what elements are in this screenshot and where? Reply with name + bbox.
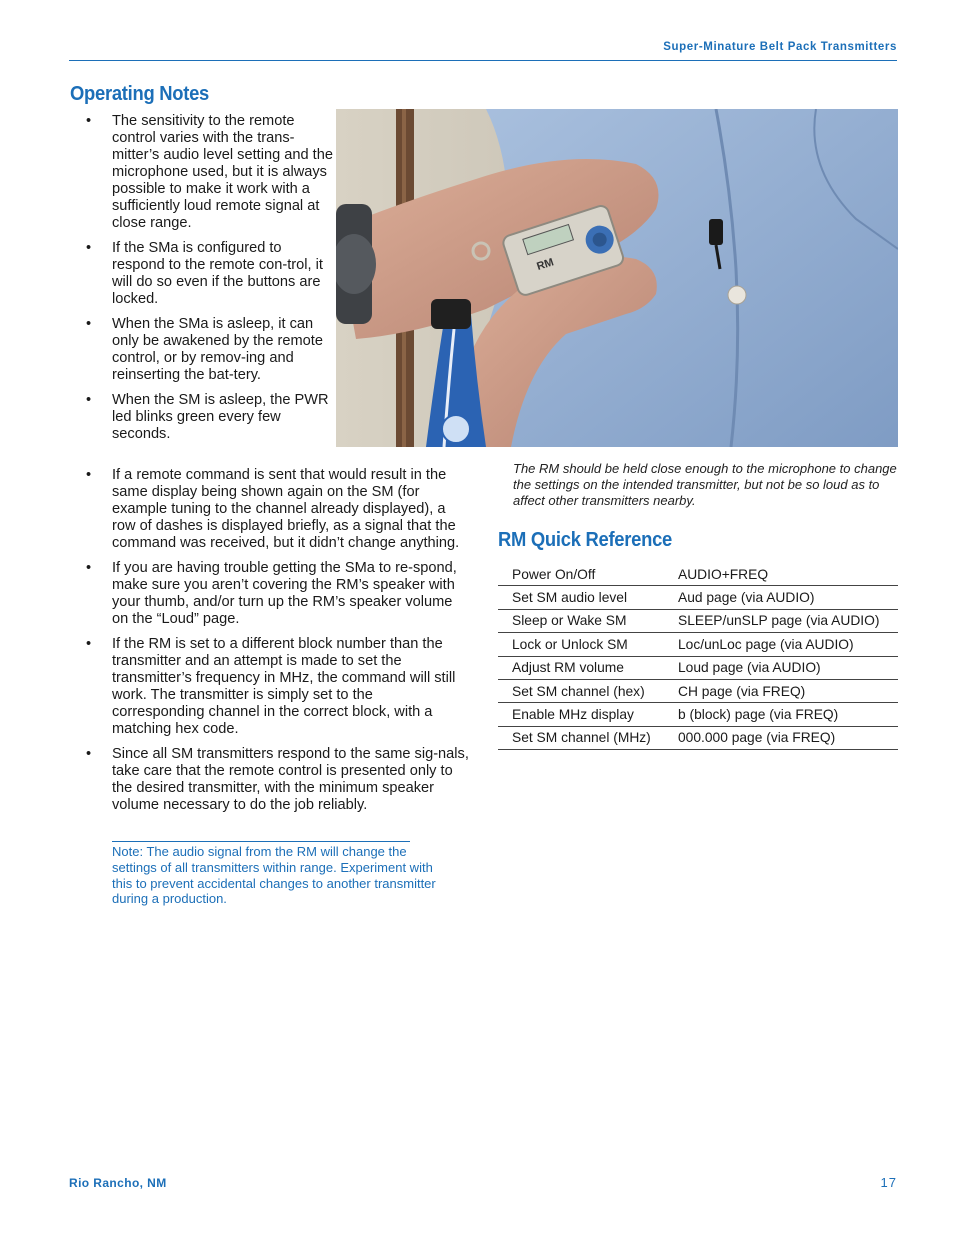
production-note: Note: The audio signal from the RM will change the settings of all transmitters within range. Experiment with this to prevent accidental changes to another transmitter during a production. [112, 844, 436, 907]
function-cell: Set SM channel (hex) [498, 679, 678, 702]
function-cell: Enable MHz display [498, 703, 678, 726]
table-row [498, 633, 898, 656]
table-row [498, 609, 898, 632]
rm-quick-reference-heading: RM Quick Reference [498, 529, 672, 551]
action-cell: SLEEP/unSLP page (via AUDIO) [678, 609, 898, 632]
action-cell: AUDIO+FREQ [678, 563, 898, 586]
function-cell: Sleep or Wake SM [498, 609, 678, 632]
page-number: 17 [880, 1175, 897, 1190]
function-cell: Set SM channel (MHz) [498, 726, 678, 749]
function-cell: Set SM audio level [498, 586, 678, 609]
list-item: • When the SM is asleep, the PWR led blinks green every few seconds. [69, 392, 334, 443]
table-row [498, 656, 898, 679]
notes-list-bottom [69, 467, 469, 822]
list-item: • When the SMa is asleep, it can only be awakened by the remote control, or by remov-ing and reinserting the bat-tery. [69, 316, 334, 384]
notes-list-top [69, 113, 334, 451]
table-row [498, 726, 898, 749]
quick-reference-table [498, 563, 898, 750]
remote-control-photo [336, 109, 898, 447]
table-row [498, 563, 898, 586]
function-cell: Lock or Unlock SM [498, 633, 678, 656]
function-cell: Adjust RM volume [498, 656, 678, 679]
lavalier-mic [709, 219, 723, 245]
list-item: • If you are having trouble getting the SMa to re-spond, make sure you aren’t covering the RM’s speaker with your thumb, and/or turn up the RM’s speaker volume on the “Loud” page. [69, 560, 469, 628]
list-item: • Since all SM transmitters respond to the same sig-nals, take care that the remote control is presented only to the desired transmitter, with the minimum speaker volume necessary to do the job reliably. [69, 746, 469, 814]
list-item: • The sensitivity to the remote control varies with the trans-mitter’s audio level setting and the microphone used, but it is always possible to make it work with a sufficiently loud remote signal at close range. [69, 113, 334, 232]
header-title: Super-Minature Belt Pack Transmitters [663, 41, 897, 53]
header-rule [69, 60, 897, 61]
action-cell: CH page (via FREQ) [678, 679, 898, 702]
table-row [498, 703, 898, 726]
list-item: • If the SMa is configured to respond to the remote con-trol, it will do so even if the buttons are locked. [69, 240, 334, 308]
action-cell: Loc/unLoc page (via AUDIO) [678, 633, 898, 656]
action-cell: 000.000 page (via FREQ) [678, 726, 898, 749]
action-cell: Aud page (via AUDIO) [678, 586, 898, 609]
operating-notes-heading: Operating Notes [70, 83, 209, 105]
action-cell: Loud page (via AUDIO) [678, 656, 898, 679]
photo-caption: The RM should be held close enough to the microphone to change the settings on the intended transmitter, but not be so loud as to affect other transmitters nearby. [513, 461, 897, 508]
table-row [498, 586, 898, 609]
table-row [498, 679, 898, 702]
shirt-button [728, 286, 746, 304]
action-cell: b (block) page (via FREQ) [678, 703, 898, 726]
rm-device-label: RM [535, 256, 556, 274]
function-cell: Power On/Off [498, 563, 678, 586]
list-item: • If a remote command is sent that would result in the same display being shown again on the SM (for example tuning to the channel already displayed), a row of dashes is displayed briefly, as a signal that the command was received, but it didn’t change anything. [69, 467, 469, 552]
list-item: • If the RM is set to a different block number than the transmitter and an attempt is made to set the transmitter’s frequency in MHz, the command will still work. The transmitter is simply set to the corresponding channel in the correct block, with a matching hex code. [69, 636, 469, 738]
lanyard-logo [442, 415, 470, 443]
note-rule [112, 841, 410, 842]
footer-location: Rio Rancho, NM [69, 1176, 167, 1190]
